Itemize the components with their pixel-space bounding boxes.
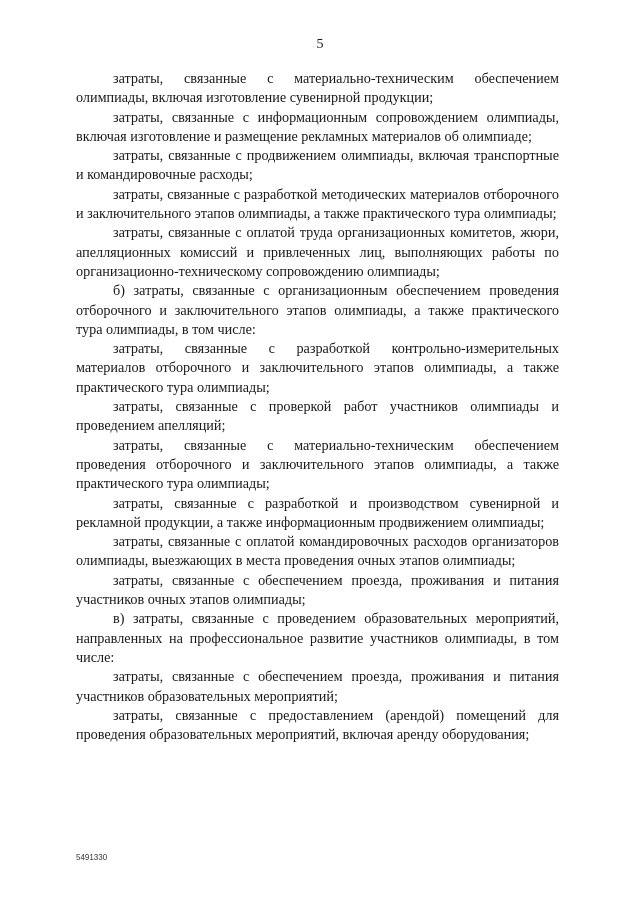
paragraph: затраты, связанные с разработкой методических материалов отборочного и заключительного этапов олимпиады, а также практического тура олимпиады; bbox=[76, 186, 559, 223]
paragraph: в) затраты, связанные с проведением образовательных мероприятий, направленных на профессиональное развитие участников олимпиады, в том числе: bbox=[76, 611, 559, 666]
paragraph: затраты, связанные с материально-техническим обеспечением олимпиады, включая изготовление сувенирной продукции; bbox=[76, 71, 559, 107]
paragraph: затраты, связанные с разработкой и производством сувенирной и рекламной продукции, а также информационным продвижением олимпиады; bbox=[76, 495, 559, 531]
paragraph: затраты, связанные с обеспечением проезда, проживания и питания участников образовательных мероприятий; bbox=[76, 669, 559, 705]
paragraph: затраты, связанные с проверкой работ участников олимпиады и проведением апелляций; bbox=[76, 399, 559, 435]
paragraph: затраты, связанные с информационным сопровождением олимпиады, включая изготовление и размещение рекламных материалов об олимпиаде; bbox=[76, 109, 559, 145]
paragraph: затраты, связанные с оплатой труда организационных комитетов, жюри, апелляционных комиссий и привлеченных лиц, выполняющих работы по организационно-техническому сопровождению олимпиады; bbox=[76, 225, 559, 280]
paragraph: затраты, связанные с разработкой контрольно-измерительных материалов отборочного и заключительного этапов олимпиады, а также практического тура олимпиады; bbox=[76, 341, 559, 396]
paragraph: затраты, связанные с обеспечением проезда, проживания и питания участников очных этапов олимпиады; bbox=[76, 572, 559, 609]
page-number: 5 bbox=[316, 37, 324, 52]
document-body bbox=[76, 70, 559, 745]
paragraph: затраты, связанные с материально-техническим обеспечением проведения отборочного и заключительного этапов олимпиады, а также практического тура олимпиады; bbox=[76, 437, 559, 493]
paragraph: затраты, связанные с предоставлением (арендой) помещений для проведения образовательных мероприятий, включая аренду оборудования; bbox=[76, 707, 559, 744]
paragraph: затраты, связанные с оплатой командировочных расходов организаторов олимпиады, выезжающих в места проведения очных этапов олимпиады; bbox=[76, 534, 559, 570]
paragraph: затраты, связанные с продвижением олимпиады, включая транспортные и командировочные расходы; bbox=[76, 148, 559, 184]
paragraph: б) затраты, связанные с организационным обеспечением проведения отборочного и заключительного этапов олимпиады, а также практического тура олимпиады, в том числе: bbox=[76, 283, 559, 338]
document-code: 5491330 bbox=[76, 853, 108, 862]
